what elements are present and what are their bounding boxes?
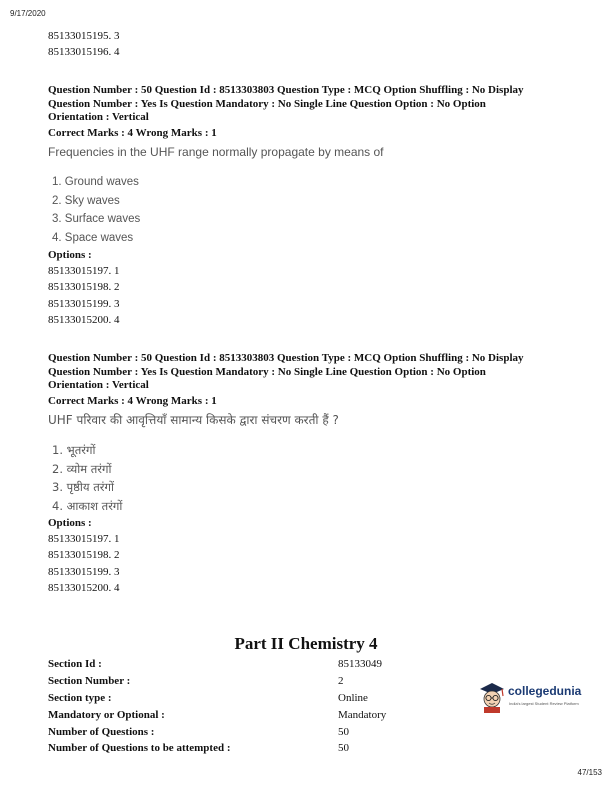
collegedunia-logo — [478, 681, 588, 713]
option-line: 85133015197. 1 — [48, 533, 120, 545]
option-line: 85133015200. 4 — [48, 582, 120, 594]
choice-item: 2. Sky waves — [52, 194, 120, 207]
options-label: Options : — [48, 249, 92, 261]
num-questions-label: Number of Questions : — [48, 726, 155, 738]
choice-item: 4. आकाश तरंगों — [52, 498, 123, 513]
section-type-value: Online — [338, 692, 368, 704]
question-header-line: Question Number : 50 Question Id : 8513303803 Question Type : MCQ Option Shuffling : No Display — [48, 84, 524, 96]
num-attempted-label: Number of Questions to be attempted : — [48, 742, 231, 754]
mandatory-label: Mandatory or Optional : — [48, 709, 165, 721]
choice-item: 3. पृष्ठीय तरंगों — [52, 480, 114, 494]
student-mascot-icon — [478, 681, 506, 713]
choice-item: 1. Ground waves — [52, 176, 139, 188]
section-id-label: Section Id : — [48, 658, 102, 670]
option-line: 85133015199. 3 — [48, 298, 120, 310]
marks-line: Correct Marks : 4 Wrong Marks : 1 — [48, 395, 217, 407]
question-text: UHF परिवार की आवृत्तियाँ सामान्य किसके द्वारा संचरण करती हैं ? — [48, 413, 339, 427]
question-header-line: Question Number : 50 Question Id : 8513303803 Question Type : MCQ Option Shuffling : No Display — [48, 352, 524, 364]
option-line: 85133015196. 4 — [48, 46, 120, 58]
option-line: 85133015198. 2 — [48, 549, 120, 561]
page-number: 47/153 — [577, 768, 602, 777]
option-line: 85133015199. 3 — [48, 566, 120, 578]
marks-line: Correct Marks : 4 Wrong Marks : 1 — [48, 127, 217, 139]
section-id-value: 85133049 — [338, 658, 382, 670]
question-header-line: Question Number : Yes Is Question Mandatory : No Single Line Question Option : No Option — [48, 365, 486, 378]
option-line: 85133015198. 2 — [48, 281, 120, 293]
num-questions-value: 50 — [338, 726, 349, 738]
section-type-label: Section type : — [48, 692, 112, 704]
section-number-label: Section Number : — [48, 675, 131, 687]
option-line: 85133015195. 3 — [48, 30, 120, 42]
question-header-line: Question Number : Yes Is Question Mandatory : No Single Line Question Option : No Option — [48, 97, 486, 110]
options-label: Options : — [48, 517, 92, 529]
choice-item: 2. व्योम तरंगों — [52, 461, 112, 476]
option-line: 85133015200. 4 — [48, 314, 120, 326]
choice-item: 3. Surface waves — [52, 213, 141, 225]
logo-tagline: India's largest Student Review Platform — [509, 701, 579, 706]
mandatory-value: Mandatory — [338, 709, 387, 721]
question-header — [48, 352, 578, 393]
section-number-value: 2 — [338, 675, 344, 687]
question-header — [48, 84, 578, 125]
question-header-line: Orientation : Vertical — [48, 379, 149, 391]
question-header-line: Orientation : Vertical — [48, 111, 149, 123]
section-title: Part II Chemistry 4 — [234, 634, 378, 653]
logo-wordmark: collegedunia — [508, 684, 582, 698]
option-line: 85133015197. 1 — [48, 265, 120, 277]
question-text: Frequencies in the UHF range normally propagate by means of — [48, 145, 384, 159]
num-attempted-value: 50 — [338, 742, 349, 754]
print-date: 9/17/2020 — [10, 9, 46, 18]
choice-item: 1. भूतरंगों — [52, 443, 96, 457]
choice-item: 4. Space waves — [52, 231, 134, 244]
